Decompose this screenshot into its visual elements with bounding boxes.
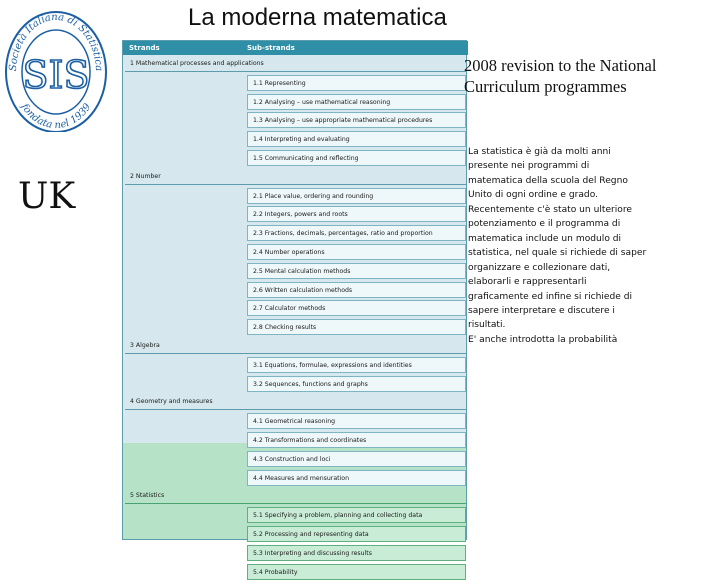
country-label: UK [18,176,76,217]
strand-row: 4 Geometry and measures [125,394,466,410]
substrand-row: 2.8 Checking results [247,319,466,335]
body-line: Recentemente c'è stato un ulteriore [468,204,633,215]
substrand-row: 3.1 Equations, formulae, expressions and identities [247,357,466,373]
strand-row: 5 Statistics [125,488,466,504]
logo-ring-bottom: fondata nel 1939 [18,101,94,132]
body-line: organizzare e collezionare dati, [468,262,611,273]
logo-ring-top: Società Italiana di Statistica [7,11,105,72]
substrand-row: 2.2 Integers, powers and roots [247,206,466,222]
body-text [468,145,714,347]
substrand-row: 2.7 Calculator methods [247,300,466,316]
body-line: elaborarli e rappresentarli [468,277,587,288]
body-line: sapere interpretare e discutere i [468,305,615,316]
substrand-row: 1.5 Communicating and reflecting [247,150,466,166]
substrand-row: 5.1 Specifying a problem, planning and collecting data [247,507,466,523]
body-line: risultati. [468,320,506,331]
substrand-row: 1.3 Analysing – use appropriate mathematical procedures [247,112,466,128]
substrand-row: 1.4 Interpreting and evaluating [247,131,466,147]
substrand-row: 4.2 Transformations and coordinates [247,432,466,448]
body-line: La statistica è già da molti anni [468,147,611,157]
substrand-row: 4.1 Geometrical reasoning [247,413,466,429]
strands-header: Strands [123,41,241,55]
body-line: potenziamento e il programma di [468,219,621,230]
body-line: presente nei programmi di [468,161,590,172]
substrand-row: 1.1 Representing [247,75,466,91]
body-line: graficamente ed infine si richiede di [468,291,633,302]
substrand-row: 3.2 Sequences, functions and graphs [247,376,466,392]
slide-subtitle: 2008 revision to the National Curriculum programmes [464,56,657,96]
strand-row: 3 Algebra [125,338,466,354]
body-line: matematica della scuola del Regno [468,175,628,186]
substrand-row: 2.3 Fractions, decimals, percentages, ratio and proportion [247,225,466,241]
body-line: E' anche introdotta la probabilità [468,334,618,345]
substrands-header: Sub-strands [241,41,468,55]
sis-logo [4,6,108,132]
substrand-row: 2.5 Mental calculation methods [247,263,466,279]
substrand-row: 5.4 Probability [247,564,466,580]
curriculum-table [122,40,467,576]
logo-monogram: SIS [22,53,90,97]
strand-row: 1 Mathematical processes and applications [125,56,466,72]
substrand-row: 2.1 Place value, ordering and rounding [247,188,466,204]
body-line: statistica, nel quale si richiede di saper [468,248,647,259]
substrand-row: 4.3 Construction and loci [247,451,466,467]
substrand-row: 1.2 Analysing – use mathematical reasoning [247,94,466,110]
body-line: Unito di ogni ordine e grado. [468,190,598,201]
slide-title: La moderna matematica [188,4,447,31]
substrand-row: 2.4 Number operations [247,244,466,260]
substrand-row: 4.4 Measures and mensuration [247,470,466,486]
substrand-row: 5.2 Processing and representing data [247,526,466,542]
body-line: matematica include un modulo di [468,233,622,244]
strand-row: 2 Number [125,169,466,185]
substrand-row: 5.3 Interpreting and discussing results [247,545,466,561]
substrand-row: 2.6 Written calculation methods [247,282,466,298]
